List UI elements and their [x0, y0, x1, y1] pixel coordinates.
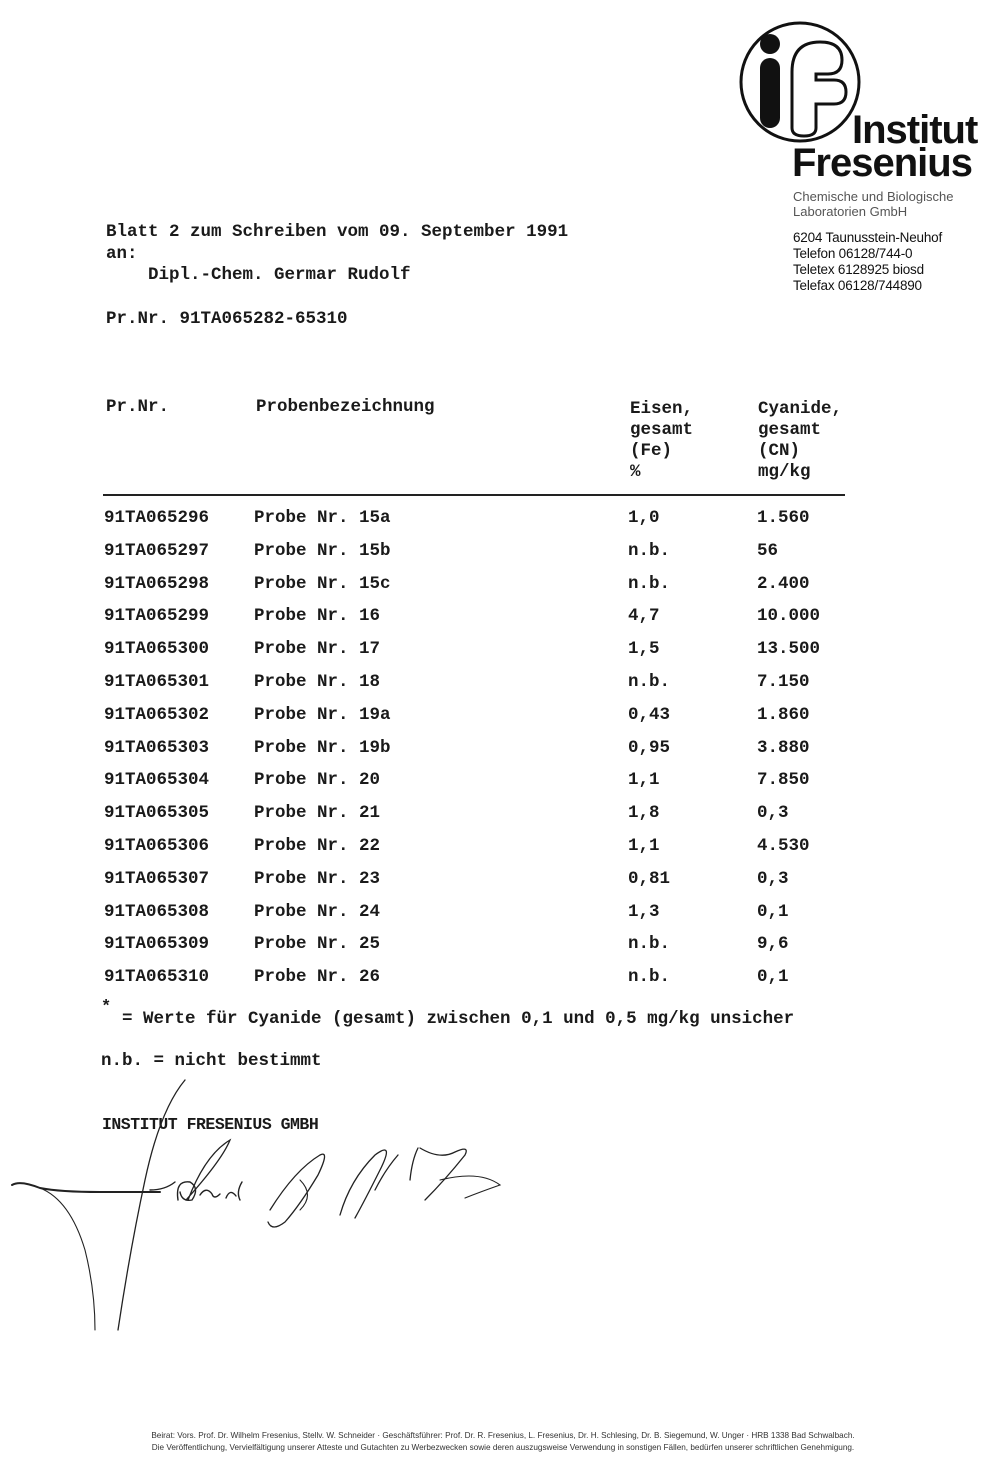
- cyanide-value: 0,3: [757, 868, 789, 889]
- recipient: Dipl.-Chem. Germar Rudolf: [148, 265, 411, 285]
- iron-value: n.b.: [628, 573, 671, 594]
- table-row: [0, 573, 1006, 597]
- header-divider: [103, 494, 845, 496]
- cyanide-value: 4.530: [757, 836, 810, 856]
- sample-id: 91TA065297: [104, 540, 210, 561]
- iron-value: 1,1: [628, 836, 660, 856]
- sample-name: Probe Nr. 15c: [254, 573, 391, 594]
- sample-name: Probe Nr. 16: [254, 606, 381, 627]
- iron-value: 0,95: [628, 737, 671, 758]
- address: 6204 Taunusstein-Neuhof: [793, 230, 943, 245]
- iron-value: n.b.: [628, 540, 671, 561]
- sample-id: 91TA065303: [104, 737, 210, 758]
- sample-id: 91TA065305: [104, 803, 210, 824]
- institut-fresenius-logo: [738, 20, 862, 144]
- sample-id: 91TA065307: [104, 868, 210, 889]
- footer-board-info: Beirat: Vors. Prof. Dr. Wilhelm Fresenius, Stellv. W. Schneider · Geschäftsführer: Prof. Dr. R. Fresenius, L. Fresenius, Dr. H. Schlesing, Dr. B. Siegemund, W. Unger · HRB 1338 Bad Schwalbach.: [151, 1431, 855, 1440]
- company-signoff: INSTITUT FRESENIUS GMBH: [102, 1115, 319, 1134]
- sample-id: 91TA065301: [104, 672, 210, 692]
- cyanide-value: 7.850: [757, 770, 810, 791]
- cyanide-value: 1.860: [757, 704, 810, 725]
- cyanide-value: 56: [757, 540, 779, 561]
- brand-name-line-1: Institut: [852, 108, 978, 152]
- table-row: [0, 802, 1006, 826]
- sample-name: Probe Nr. 25: [254, 934, 381, 955]
- table-row: [0, 901, 1006, 925]
- sample-name: Probe Nr. 21: [254, 803, 381, 824]
- table-row: [0, 933, 1006, 957]
- lab-description-line-1: Chemische und Biologische: [793, 189, 954, 204]
- footnote-text: = Werte für Cyanide (gesamt) zwischen 0,1 und 0,5 mg/kg unsicher: [122, 1009, 795, 1029]
- sample-id: 91TA065304: [104, 770, 210, 791]
- sample-name: Probe Nr. 26: [254, 967, 381, 988]
- table-row: [0, 671, 1006, 695]
- sample-name: Probe Nr. 17: [254, 639, 381, 660]
- table-row: [0, 835, 1006, 859]
- iron-value: 1,5: [628, 639, 660, 660]
- table-row: [0, 605, 1006, 629]
- sample-name: Probe Nr. 15b: [254, 540, 391, 561]
- sample-name: Probe Nr. 19b: [254, 737, 391, 758]
- telefax: Telefax 06128/744890: [793, 278, 922, 293]
- iron-value: 4,7: [628, 606, 660, 627]
- footnote-asterisk: *: [101, 998, 112, 1017]
- sample-name: Probe Nr. 24: [254, 901, 381, 922]
- brand-name-line-2: Fresenius: [792, 141, 972, 185]
- iron-value: n.b.: [628, 934, 671, 955]
- iron-value: 1,8: [628, 803, 660, 824]
- iron-value: 0,81: [628, 868, 671, 889]
- iron-value: n.b.: [628, 967, 671, 988]
- cyanide-value: 7.150: [757, 672, 810, 692]
- cyanide-value: 0,1: [757, 901, 789, 922]
- sample-id: 91TA065296: [104, 508, 210, 528]
- table-row: [0, 507, 1006, 531]
- iron-value: 1,1: [628, 770, 660, 791]
- table-row: [0, 737, 1006, 761]
- table-row: [0, 769, 1006, 793]
- to-label: an:: [106, 244, 138, 264]
- cyanide-value: 0,1: [757, 967, 789, 988]
- iron-value: 0,43: [628, 704, 671, 725]
- sheet-reference: Blatt 2 zum Schreiben vom 09. September 1991: [106, 222, 569, 242]
- sample-id: 91TA065310: [104, 967, 210, 988]
- table-row: [0, 868, 1006, 892]
- teletex: Teletex 6128925 biosd: [793, 262, 924, 277]
- handwritten-signature: [0, 1060, 640, 1350]
- column-header-iron: Eisen, gesamt (Fe) %: [630, 399, 694, 482]
- sample-id: 91TA065306: [104, 836, 210, 856]
- project-number: Pr.Nr. 91TA065282-65310: [106, 309, 348, 329]
- iron-value: 1,0: [628, 508, 660, 528]
- column-header-id: Pr.Nr.: [106, 397, 170, 417]
- sample-name: Probe Nr. 23: [254, 868, 381, 889]
- sample-id: 91TA065308: [104, 901, 210, 922]
- sample-id: 91TA065309: [104, 934, 210, 955]
- table-row: [0, 540, 1006, 564]
- cyanide-value: 3.880: [757, 737, 810, 758]
- cyanide-value: 13.500: [757, 639, 821, 660]
- sample-name: Probe Nr. 22: [254, 836, 381, 856]
- iron-value: 1,3: [628, 901, 660, 922]
- telefon: Telefon 06128/744-0: [793, 246, 913, 261]
- column-header-name: Probenbezeichnung: [256, 397, 435, 417]
- sample-name: Probe Nr. 18: [254, 672, 381, 692]
- cyanide-value: 9,6: [757, 934, 789, 955]
- sample-name: Probe Nr. 15a: [254, 508, 391, 528]
- sample-id: 91TA065300: [104, 639, 210, 660]
- sample-id: 91TA065299: [104, 606, 210, 627]
- lab-description-line-2: Laboratorien GmbH: [793, 204, 908, 219]
- column-header-cyanide: Cyanide, gesamt (CN) mg/kg: [758, 399, 843, 482]
- sample-name: Probe Nr. 19a: [254, 704, 391, 725]
- sample-id: 91TA065302: [104, 704, 210, 725]
- iron-value: n.b.: [628, 672, 671, 692]
- cyanide-value: 2.400: [757, 573, 810, 594]
- cyanide-value: 0,3: [757, 803, 789, 824]
- table-row: [0, 704, 1006, 728]
- cyanide-value: 1.560: [757, 508, 810, 528]
- sample-id: 91TA065298: [104, 573, 210, 594]
- nb-legend: n.b. = nicht bestimmt: [101, 1051, 322, 1071]
- cyanide-value: 10.000: [757, 606, 821, 627]
- footer-publication-notice: Die Veröffentlichung, Vervielfältigung unserer Atteste und Gutachten zu Werbezwecken sowie deren auszugsweise Verwendung in sonstigen Fällen, bedürfen unserer schriftlichen Genehmigung.: [151, 1443, 855, 1452]
- table-row: [0, 638, 1006, 662]
- table-row: [0, 966, 1006, 990]
- sample-name: Probe Nr. 20: [254, 770, 381, 791]
